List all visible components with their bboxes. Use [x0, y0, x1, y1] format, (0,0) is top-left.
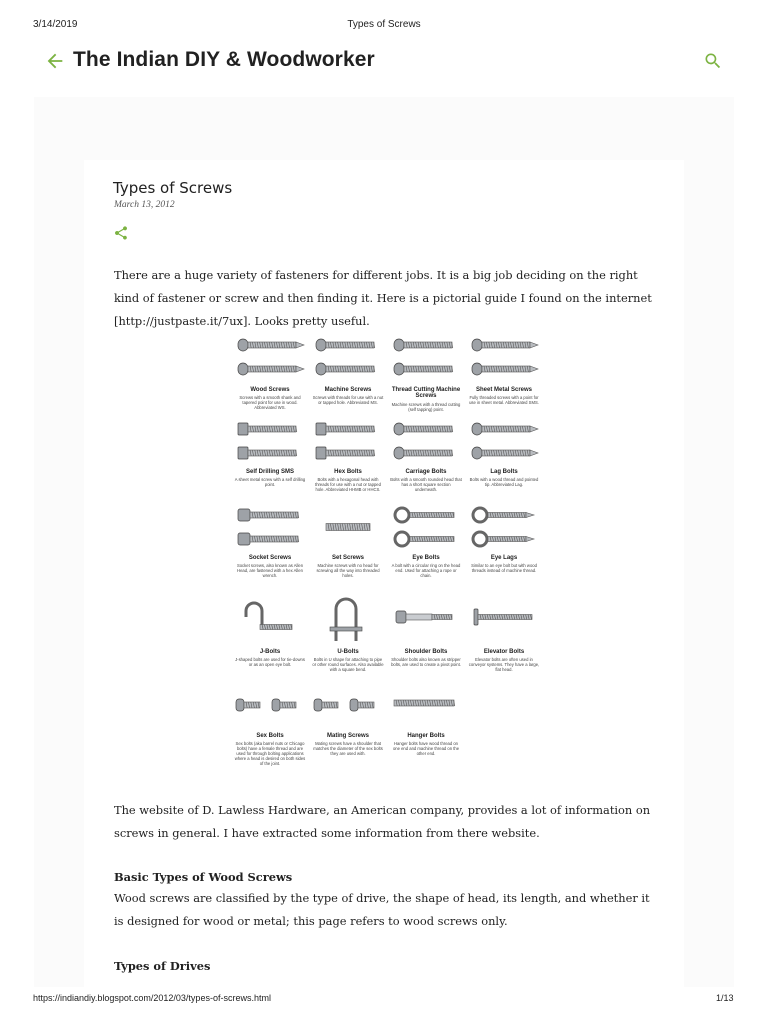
screw-type-name: Socket Screws — [248, 555, 292, 561]
screw-type-name: Elevator Bolts — [483, 649, 525, 655]
screw-types-chart — [232, 331, 542, 771]
screw-type-description: Machine screws with no head for screwing all the way into threaded holes. — [316, 563, 380, 578]
print-footer — [0, 993, 768, 1007]
hardware-paragraph: The website of D. Lawless Hardware, an American company, provides a lot of information on screws in general. I have extracted some information from there website. — [114, 803, 651, 840]
screw-type-name: Set Screws — [331, 555, 365, 561]
screw-type-cell — [388, 501, 464, 601]
screw-type-cell — [466, 593, 542, 693]
screw-type-name: Machine Screws — [324, 387, 372, 393]
screw-type-name: Shoulder Bolts — [404, 649, 448, 655]
screw-type-name: Eye Bolts — [412, 555, 440, 561]
screw-type-cell — [310, 501, 386, 601]
share-icon[interactable] — [113, 225, 129, 241]
screw-type-cell — [310, 679, 386, 779]
screw-type-cell — [232, 679, 308, 779]
screw-type-name: J-Bolts — [259, 649, 281, 655]
screw-type-description: Similar to an eye bolt but with wood threads instead of machine thread. — [471, 563, 537, 573]
screw-type-description: J-shaped bolts are used for tie-downs or as an open eye bolt. — [235, 657, 305, 667]
screw-type-description: Machine screws with a thread cutting (self tapping) point. — [391, 402, 461, 412]
screw-type-description: Socket screws, also known as Allen Head, are fastened with a hex Allen wrench. — [236, 563, 304, 578]
screw-type-description: Hanger bolts have wood thread on one end and machine thread on the other end. — [392, 741, 460, 756]
print-header — [0, 19, 768, 33]
print-date: 3/14/2019 — [33, 19, 78, 30]
screw-type-description: A bolt with a circular ring on the head end. Used for attaching a rope or chain. — [391, 563, 461, 578]
screw-type-name: Sheet Metal Screws — [475, 387, 533, 393]
arrow-left-icon[interactable] — [44, 50, 66, 72]
heading-basic-types: Basic Types of Wood Screws — [114, 870, 293, 884]
screw-type-name: Mating Screws — [326, 733, 369, 739]
screw-type-cell — [232, 501, 308, 601]
screw-type-cell — [310, 593, 386, 693]
wood-screws-paragraph: Wood screws are classified by the type of drive, the shape of head, its length, and whether it is designed for wood or metal; this page refers to wood screws only. — [114, 891, 650, 928]
screw-type-description: Shoulder bolts also known as stripper bolts, are used to create a pivot point. — [391, 657, 461, 667]
screw-type-cell — [388, 415, 464, 515]
screw-type-description: Elevator bolts are often used in conveyor systems. They have a large, flat head. — [468, 657, 540, 672]
screw-type-name: Carriage Bolts — [405, 469, 447, 475]
screw-type-description: Mating screws have a shoulder that matches the diameter of the sex bolts they are used with. — [313, 741, 383, 756]
screw-type-cell — [466, 501, 542, 601]
app-bar — [0, 44, 768, 80]
screw-type-name: Lag Bolts — [490, 469, 518, 475]
screw-type-description: Bolts with a smooth rounded head that has a short square section underneath. — [390, 477, 462, 492]
print-url: https://indiandiy.blogspot.com/2012/03/types-of-screws.html — [33, 993, 271, 1003]
screw-type-cell — [388, 679, 464, 779]
post-date[interactable]: March 13, 2012 — [114, 200, 175, 210]
screw-type-cell — [388, 593, 464, 693]
search-icon[interactable] — [703, 51, 723, 71]
screw-type-description: Screws with threads for use with a nut or tapped hole. Abbreviated MS. — [312, 395, 384, 405]
print-page-number: 1/13 — [716, 993, 734, 1003]
screw-type-name: Eye Lags — [490, 555, 518, 561]
screw-type-name: Hex Bolts — [334, 469, 362, 475]
screw-type-description: Screws with a smooth shank and tapered point for use in wood. Abbreviated WS. — [239, 395, 301, 410]
screw-type-cell — [232, 415, 308, 515]
site-title[interactable]: The Indian DIY & Woodworker — [73, 48, 375, 71]
post-title[interactable]: Types of Screws — [113, 179, 233, 197]
screw-type-cell — [310, 415, 386, 515]
screw-type-name: Thread Cutting Machine Screws — [391, 387, 461, 399]
screw-type-description: Bolts with a hexagonal head with threads for use with a nut or tapped hole. Abbreviated HHMB or HHCS. — [315, 477, 381, 492]
screw-type-description: Sex bolts (aka barrel nuts or Chicago bolts) have a female thread and are used for through bolting applications where a head is desired on both sides of the joint. — [234, 741, 306, 766]
print-page-title: Types of Screws — [347, 19, 421, 30]
screw-type-name: Sex Bolts — [256, 733, 284, 739]
screw-type-description: A sheet metal screw with a self drilling point. — [234, 477, 306, 487]
screw-type-description: Bolts with a wood thread and pointed tip. Abbreviated Lag. — [469, 477, 539, 487]
screw-type-cell — [232, 593, 308, 693]
screw-type-description: Fully threaded screws with a point for use in sheet metal. Abbreviated SMS. — [469, 395, 539, 405]
screw-type-name: Self Drilling SMS — [245, 469, 294, 475]
heading-types-of-drives: Types of Drives — [114, 959, 211, 973]
intro-paragraph: There are a huge variety of fasteners for different jobs. It is a big job deciding on the right kind of fastener or screw and then finding it. Here is a pictorial guide I found on the internet [http://justpaste.it/7ux]. Looks pretty useful. — [114, 268, 652, 328]
screw-type-name: U-Bolts — [337, 649, 359, 655]
screw-type-cell — [466, 415, 542, 515]
screw-type-name: Hanger Bolts — [407, 733, 445, 739]
screw-type-description: Bolts in U shape for attaching to pipe or other round surfaces. Also available with a square bend. — [312, 657, 384, 672]
screw-type-name: Wood Screws — [250, 387, 290, 393]
